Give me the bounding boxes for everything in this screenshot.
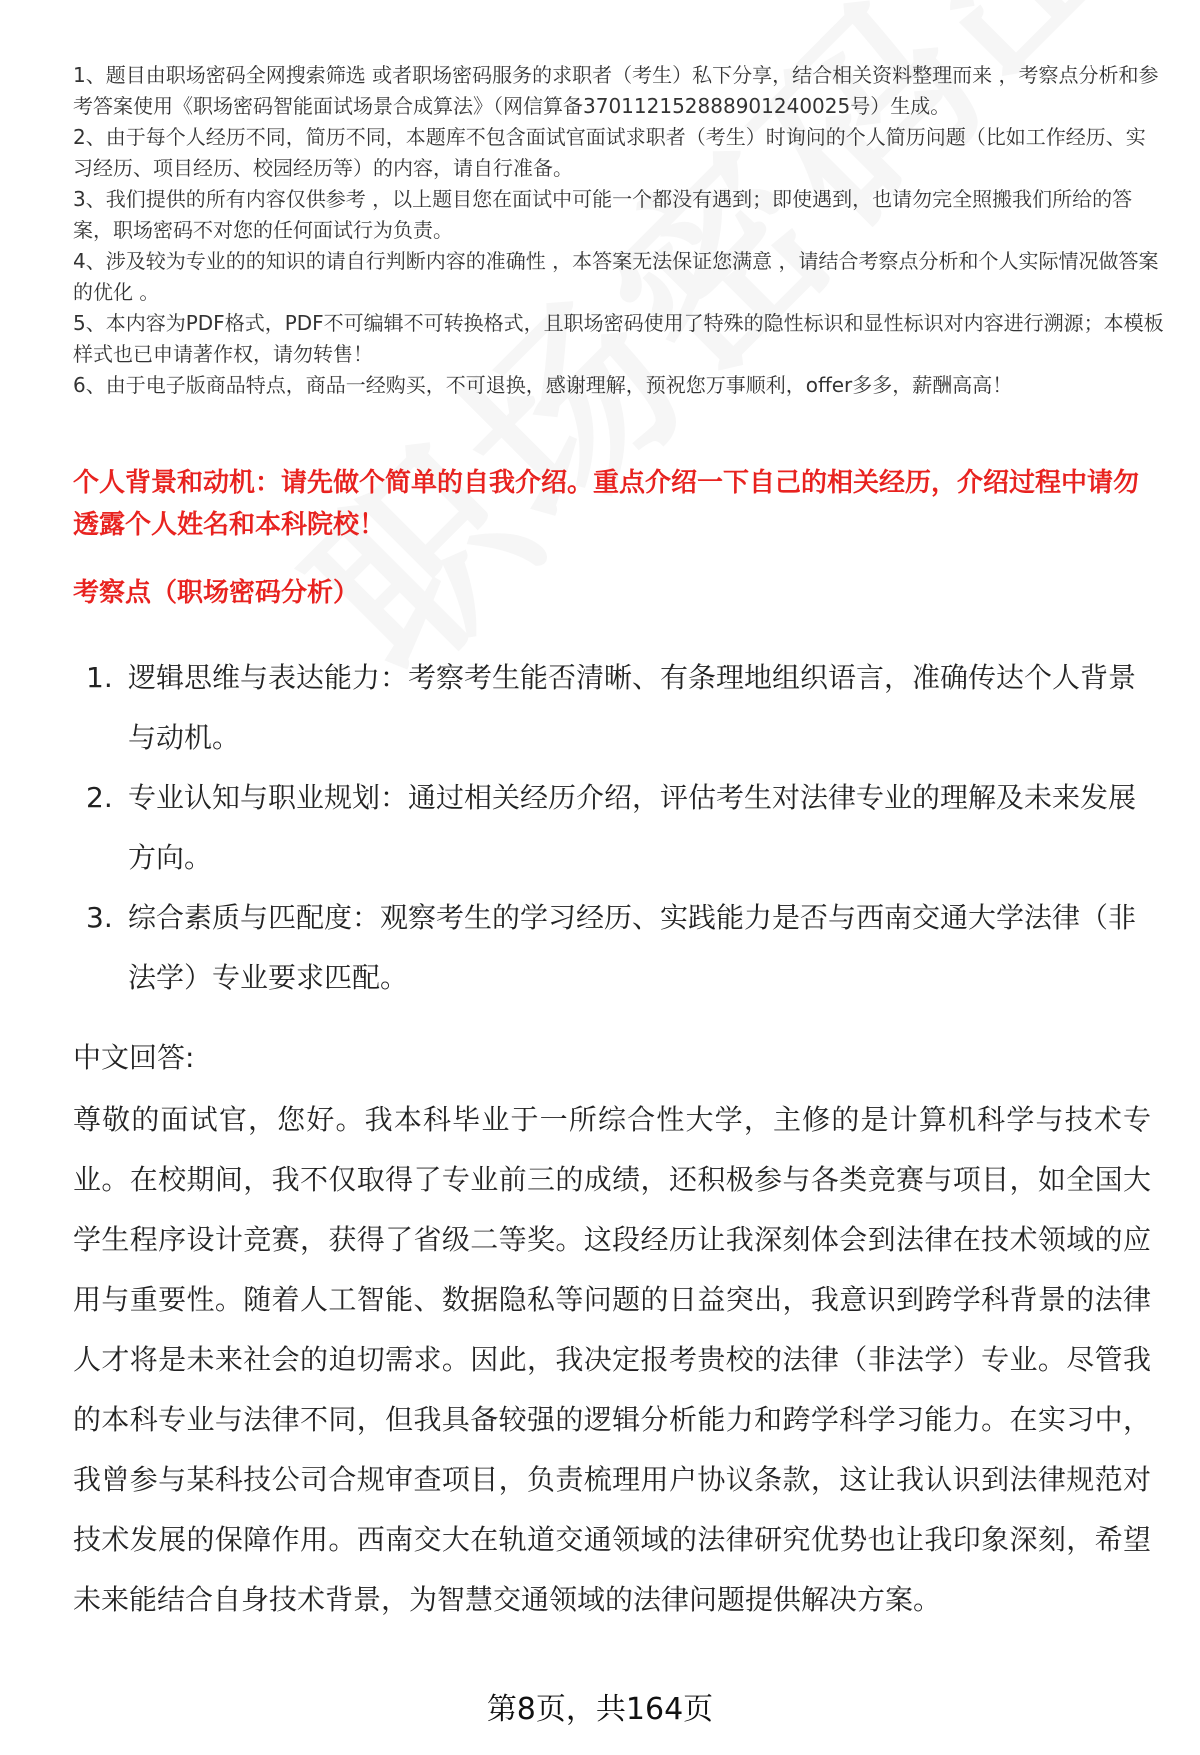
list-item-number: 1. <box>86 661 113 694</box>
answer-text: 尊敬的面试官，您好。我本科毕业于一所综合性大学，主修的是计算机科学与技术专业。在校期间，我不仅取得了专业前三的成绩，还积极参与各类竞赛与项目，如全国大学生程序设计竞赛，获得了省级二等奖。这段经历让我深刻体会到法律在技术领域的应用与重要性。随着人工智能、数据隐私等问题的日益突出，我意识到跨学科背景的法律人才将是未来社会的迫切需求。因此，我决定报考贵校的法律（非法学）专业。尽管我的本科专业与法律不同，但我具备较强的逻辑分析能力和跨学科学习能力。在实习中，我曾参与某科技公司合规审查项目，负责梳理用户协议条款，这让我认识到法律规范对技术发展的保障作用。西南交大在轨道交通领域的法律研究优势也让我印象深刻，希望未来能结合自身技术背景，为智慧交通领域的法律问题提供解决方案。 <box>73 1103 1151 1616</box>
disclaimer-item: 3、我们提供的所有内容仅供参考 ，以上题目您在面试中可能一个都没有遇到；即使遇到，也请勿完全照搬我们所给的答案，职场密码不对您的任何面试行为负责。 <box>73 187 1133 242</box>
list-item <box>73 888 1153 1008</box>
analysis-points-list <box>73 648 1153 1008</box>
question-heading: 个人背景和动机：请先做个简单的自我介绍。重点介绍一下自己的相关经历，介绍过程中请勿透露个人姓名和本科院校！ <box>73 468 1140 540</box>
analysis-title: 考察点（职场密码分析） <box>73 578 360 608</box>
list-item-text: 专业认知与职业规划：通过相关经历介绍，评估考生对法律专业的理解及未来发展方向。 <box>128 781 1137 874</box>
list-item <box>73 768 1153 888</box>
disclaimer-block <box>73 60 1165 401</box>
answer-label: 中文回答: <box>73 1041 195 1074</box>
list-item <box>73 648 1153 768</box>
page-number: 第8页，共164页 <box>486 1692 714 1727</box>
disclaimer-item: 2、由于每个人经历不同，简历不同，本题库不包含面试官面试求职者（考生）时询问的个人简历问题（比如工作经历、实习经历、项目经历、校园经历等）的内容，请自行准备。 <box>73 125 1146 180</box>
list-item-text: 逻辑思维与表达能力：考察考生能否清晰、有条理地组织语言，准确传达个人背景与动机。 <box>128 661 1137 754</box>
list-item-number: 3. <box>86 901 113 934</box>
disclaimer-item: 1、题目由职场密码全网搜索筛选 或者职场密码服务的求职者（考生）私下分享，结合相关资料整理而来 ，考察点分析和参考答案使用《职场密码智能面试场景合成算法》（网信算备370112152888901240025号）生成。 <box>73 63 1159 118</box>
disclaimer-item: 5、本内容为PDF格式，PDF不可编辑不可转换格式，且职场密码使用了特殊的隐性标识和显性标识对内容进行溯源；本模板样式也已申请著作权，请勿转售！ <box>73 311 1164 366</box>
disclaimer-item: 4、涉及较为专业的的知识的请自行判断内容的准确性 ，本答案无法保证您满意 ，请结合考察点分析和个人实际情况做答案的优化 。 <box>73 249 1159 304</box>
list-item-number: 2. <box>86 781 113 814</box>
list-item-text: 综合素质与匹配度：观察考生的学习经历、实践能力是否与西南交通大学法律（非法学）专业要求匹配。 <box>128 901 1137 994</box>
disclaimer-item: 6、由于电子版商品特点，商品一经购买，不可退换，感谢理解，预祝您万事顺利，offer多多，薪酬高高！ <box>73 373 1013 397</box>
